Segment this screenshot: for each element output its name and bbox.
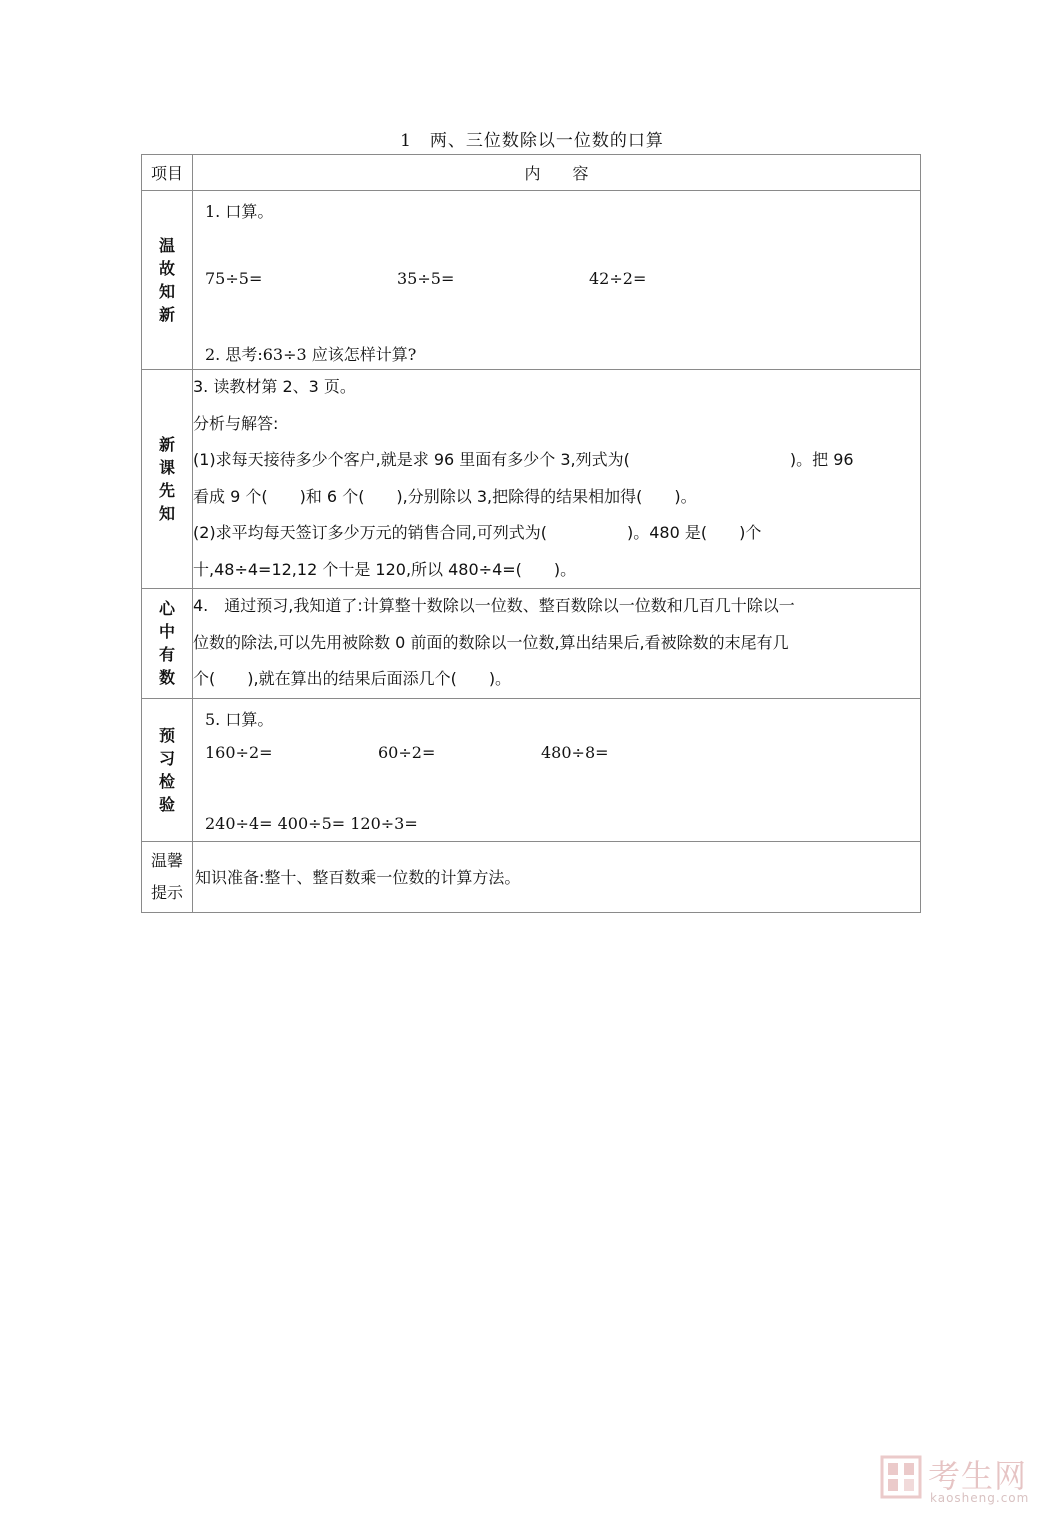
watermark xyxy=(880,1455,1050,1511)
calc-item: 160÷2= xyxy=(205,742,273,762)
analysis-heading: 分析与解答: xyxy=(193,413,279,433)
calc-item: 75÷5= xyxy=(205,269,263,288)
row-label: 温故知新 xyxy=(142,191,193,370)
analysis-line: 十,48÷4=12,12 个十是 120,所以 480÷4=( )。 xyxy=(193,559,577,579)
tip-text: 知识准备:整十、整百数乘一位数的计算方法。 xyxy=(195,868,521,887)
header-content: 内 容 xyxy=(193,155,921,191)
row-label: 温馨提示 xyxy=(142,841,193,912)
row-content xyxy=(193,698,921,841)
summary-line: 位数的除法,可以先用被除数 0 前面的数除以一位数,算出结果后,看被除数的末尾有几 xyxy=(193,632,789,652)
calc-item: 240÷4= 400÷5= 120÷3= xyxy=(205,813,418,833)
summary-line: 个( ),就在算出的结果后面添几个( )。 xyxy=(193,669,512,688)
row-review xyxy=(142,191,921,370)
question-3: 3. 读教材第 2、3 页。 xyxy=(193,377,356,396)
row-label: 新课先知 xyxy=(142,370,193,589)
row-summary xyxy=(142,589,921,699)
analysis-line: (1)求每天接待多少个客户,就是求 96 里面有多少个 3,列式为( )。把 96 xyxy=(193,450,854,469)
watermark-logo-icon xyxy=(880,1455,922,1499)
header-row xyxy=(142,155,921,191)
row-label: 心中有数 xyxy=(142,589,193,699)
preview-table xyxy=(141,154,921,913)
question-1: 1. 口算。 xyxy=(205,202,274,221)
row-tips xyxy=(142,841,921,912)
row-check xyxy=(142,698,921,841)
calc-item: 42÷2= xyxy=(589,269,647,288)
row-content xyxy=(193,191,921,370)
analysis-line: (2)求平均每天签订多少万元的销售合同,可列式为( )。480 是( )个 xyxy=(193,523,762,542)
question-5: 5. 口算。 xyxy=(205,709,274,729)
row-content xyxy=(193,841,921,912)
calc-item: 60÷2= xyxy=(378,742,436,762)
page-title: 1 两、三位数除以一位数的口算 xyxy=(400,131,664,151)
calc-item: 35÷5= xyxy=(397,269,455,288)
row-content xyxy=(193,589,921,699)
calc-item: 480÷8= xyxy=(541,742,609,762)
row-new-lesson xyxy=(142,370,921,589)
row-label: 预习检验 xyxy=(142,698,193,841)
watermark-subtext: kaosheng.com xyxy=(930,1491,1030,1505)
row-content xyxy=(193,370,921,589)
header-item: 项目 xyxy=(142,155,193,191)
question-2: 2. 思考:63÷3 应该怎样计算? xyxy=(205,345,417,364)
watermark-text: 考生网 xyxy=(928,1457,1028,1495)
analysis-line: 看成 9 个( )和 6 个( ),分别除以 3,把除得的结果相加得( )。 xyxy=(193,486,697,506)
summary-line: 4. 通过预习,我知道了:计算整十数除以一位数、整百数除以一位数和几百几十除以一 xyxy=(193,596,795,615)
